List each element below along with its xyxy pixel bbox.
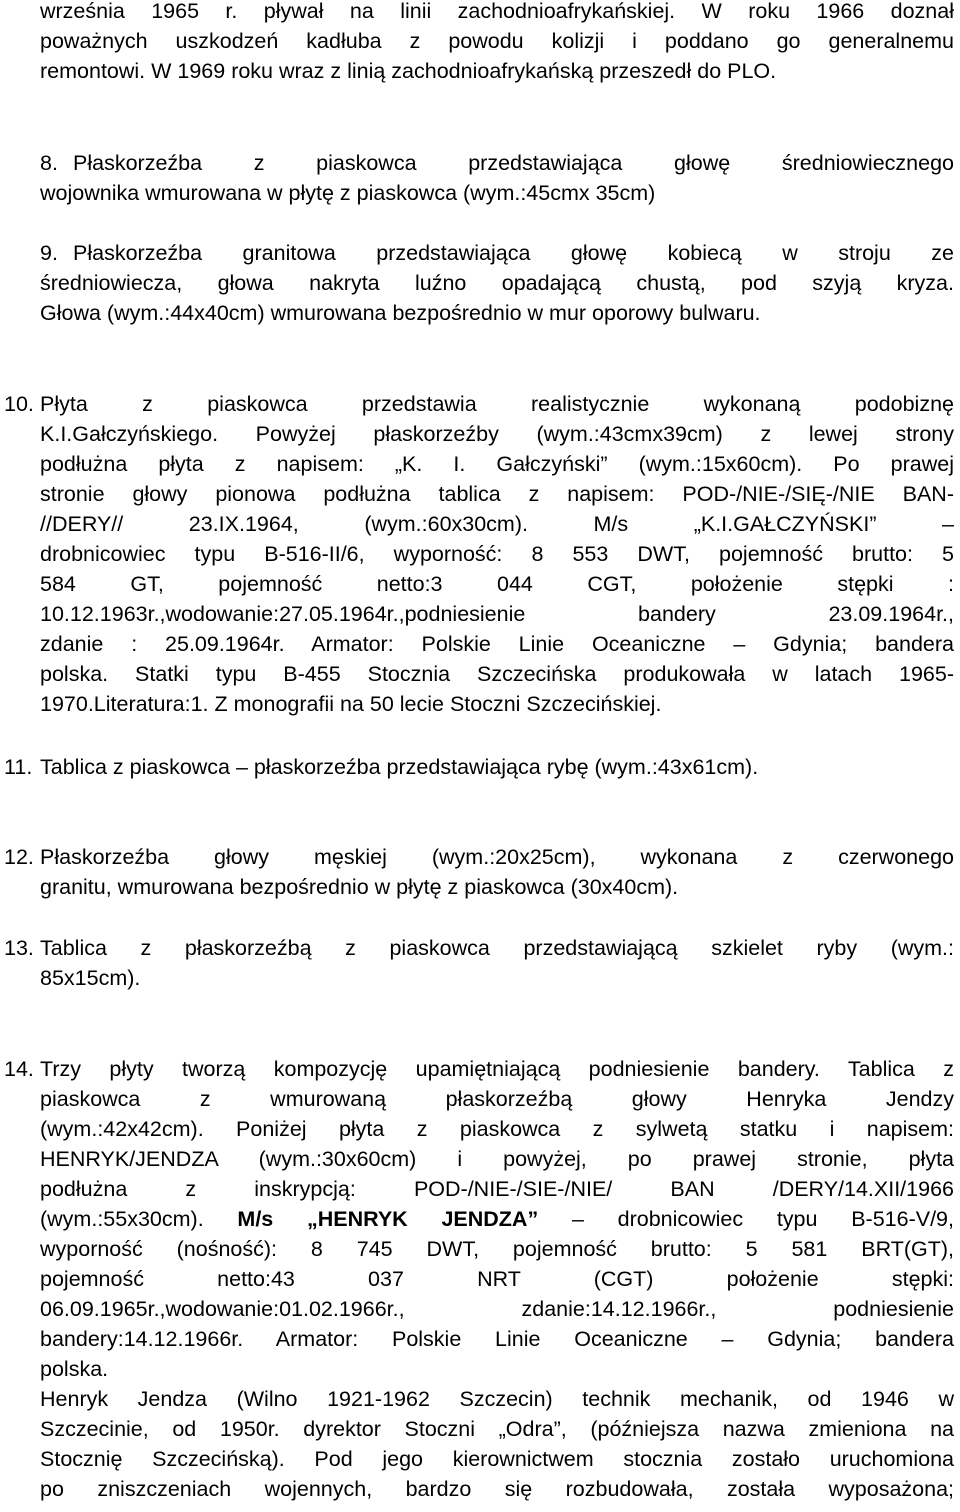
ship-description: – drobnicowiec typu B-516-V/9, bbox=[571, 1207, 954, 1231]
list-item-line: Płyta z piaskowca przedstawia realistycznie wykonaną podobiznę bbox=[40, 392, 954, 416]
list-item-number: 14. bbox=[4, 1057, 34, 1081]
list-item-line: K.I.Gałczyńskiego. Powyżej płaskorzeźby (wym.:43cmx39cm) z lewej strony bbox=[40, 422, 954, 446]
list-item-line: 06.09.1965r.,wodowanie:01.02.1966r., zdanie:14.12.1966r., podniesienie bbox=[40, 1297, 954, 1321]
list-item-number: 13. bbox=[4, 936, 34, 960]
list-item-line: Płaskorzeźba granitowa przedstawiająca głowę kobiecą w stroju ze bbox=[73, 241, 954, 265]
list-item-line: Tablica z płaskorzeźbą z piaskowca przedstawiającą szkielet ryby (wym.: bbox=[40, 936, 954, 960]
list-item-line: stronie głowy pionowa podłużna tablica z napisem: POD-/NIE-/SIĘ-/NIE BAN- bbox=[40, 482, 954, 506]
list-item-number: 8. bbox=[40, 151, 58, 175]
paragraph-line: września 1965 r. pływał na linii zachodnioafrykańskiej. W roku 1966 doznał bbox=[40, 0, 954, 23]
list-item-line: polska. bbox=[40, 1357, 109, 1381]
list-item-line: //DERY// 23.IX.1964, (wym.:60x30cm). M/s „K.I.GAŁCZYŃSKI” – bbox=[40, 512, 954, 536]
paragraph-line: poważnych uszkodzeń kadłuba z powodu kolizji i poddano go generalnemu bbox=[40, 29, 954, 53]
list-item-line: zdanie : 25.09.1964r. Armator: Polskie Linie Oceaniczne – Gdynia; bandera bbox=[40, 632, 954, 656]
paragraph-line: remontowi. W 1969 roku wraz z linią zachodnioafrykańską przeszedł do PLO. bbox=[40, 59, 777, 83]
list-item-line: podłużna z inskrypcją: POD-/NIE-/SIE-/NIE/ BAN /DERY/14.XII/1966 bbox=[40, 1177, 954, 1201]
list-item-line: Henryk Jendza (Wilno 1921-1962 Szczecin) technik mechanik, od 1946 w bbox=[40, 1387, 954, 1411]
list-item-line: Płaskorzeźba z piaskowca przedstawiająca głowę średniowiecznego bbox=[73, 151, 954, 175]
list-item-number: 11. bbox=[4, 755, 33, 779]
list-item-line: 85x15cm). bbox=[40, 966, 141, 990]
list-item-number: 12. bbox=[4, 845, 34, 869]
list-item-line: Szczecinie, od 1950r. dyrektor Stoczni „Odra”, (późniejsza nazwa zmieniona na bbox=[40, 1417, 954, 1441]
list-item-line bbox=[40, 1204, 954, 1234]
list-item-line: po zniszczeniach wojennych, bardzo się rozbudowała, została wyposażona; bbox=[40, 1477, 954, 1501]
list-item-line: podłużna płyta z napisem: „K. I. Gałczyński” (wym.:15x60cm). Po prawej bbox=[40, 452, 954, 476]
list-item-line: piaskowca z wmurowaną płaskorzeźbą głowy Henryka Jendzy bbox=[40, 1087, 954, 1111]
list-item-line: Głowa (wym.:44x40cm) wmurowana bezpośrednio w mur oporowy bulwaru. bbox=[40, 301, 761, 325]
list-item-line: Stocznię Szczecińską). Pod jego kierownictwem stocznia zostało uruchomiona bbox=[40, 1447, 954, 1471]
list-item-line: 584 GT, pojemność netto:3 044 CGT, położenie stępki : bbox=[40, 572, 954, 596]
list-item-line: średniowiecza, głowa nakryta luźno opadającą chustą, pod szyją kryza. bbox=[40, 271, 954, 295]
list-item-line: (wym.:42x42cm). Poniżej płyta z piaskowca z sylwetą statku i napisem: bbox=[40, 1117, 954, 1141]
list-item-line: Tablica z piaskowca – płaskorzeźba przedstawiająca rybę (wym.:43x61cm). bbox=[40, 755, 759, 779]
list-item-line: bandery:14.12.1966r. Armator: Polskie Linie Oceaniczne – Gdynia; bandera bbox=[40, 1327, 954, 1351]
list-item-number: 9. bbox=[40, 241, 58, 265]
list-item-line: wojownika wmurowana w płytę z piaskowca (wym.:45cmx 35cm) bbox=[40, 181, 656, 205]
list-item-line: polska. Statki typu B-455 Stocznia Szczecińska produkowała w latach 1965- bbox=[40, 662, 954, 686]
list-item-line: Trzy płyty tworzą kompozycję upamiętniającą podniesienie bandery. Tablica z bbox=[40, 1057, 954, 1081]
list-item-line: 10.12.1963r.,wodowanie:27.05.1964r.,podniesienie bandery 23.09.1964r., bbox=[40, 602, 954, 626]
list-item-line: Płaskorzeźba głowy męskiej (wym.:20x25cm), wykonana z czerwonego bbox=[40, 845, 954, 869]
list-item-number: 10. bbox=[4, 392, 34, 416]
ship-dimensions: (wym.:55x30cm). bbox=[40, 1207, 204, 1231]
ship-name: M/s „HENRYK JENDZA” bbox=[237, 1207, 539, 1231]
list-item-line: 1970.Literatura:1. Z monografii na 50 lecie Stoczni Szczecińskiej. bbox=[40, 692, 662, 716]
list-item-line: HENRYK/JENDZA (wym.:30x60cm) i powyżej, po prawej stronie, płyta bbox=[40, 1147, 954, 1171]
list-item-line: wyporność (nośność): 8 745 DWT, pojemność brutto: 5 581 BRT(GT), bbox=[40, 1237, 954, 1261]
list-item-line: drobnicowiec typu B-516-II/6, wyporność: 8 553 DWT, pojemność brutto: 5 bbox=[40, 542, 954, 566]
list-item-line: granitu, wmurowana bezpośrednio w płytę z piaskowca (30x40cm). bbox=[40, 875, 679, 899]
list-item-line: pojemność netto:43 037 NRT (CGT) położenie stępki: bbox=[40, 1267, 954, 1291]
